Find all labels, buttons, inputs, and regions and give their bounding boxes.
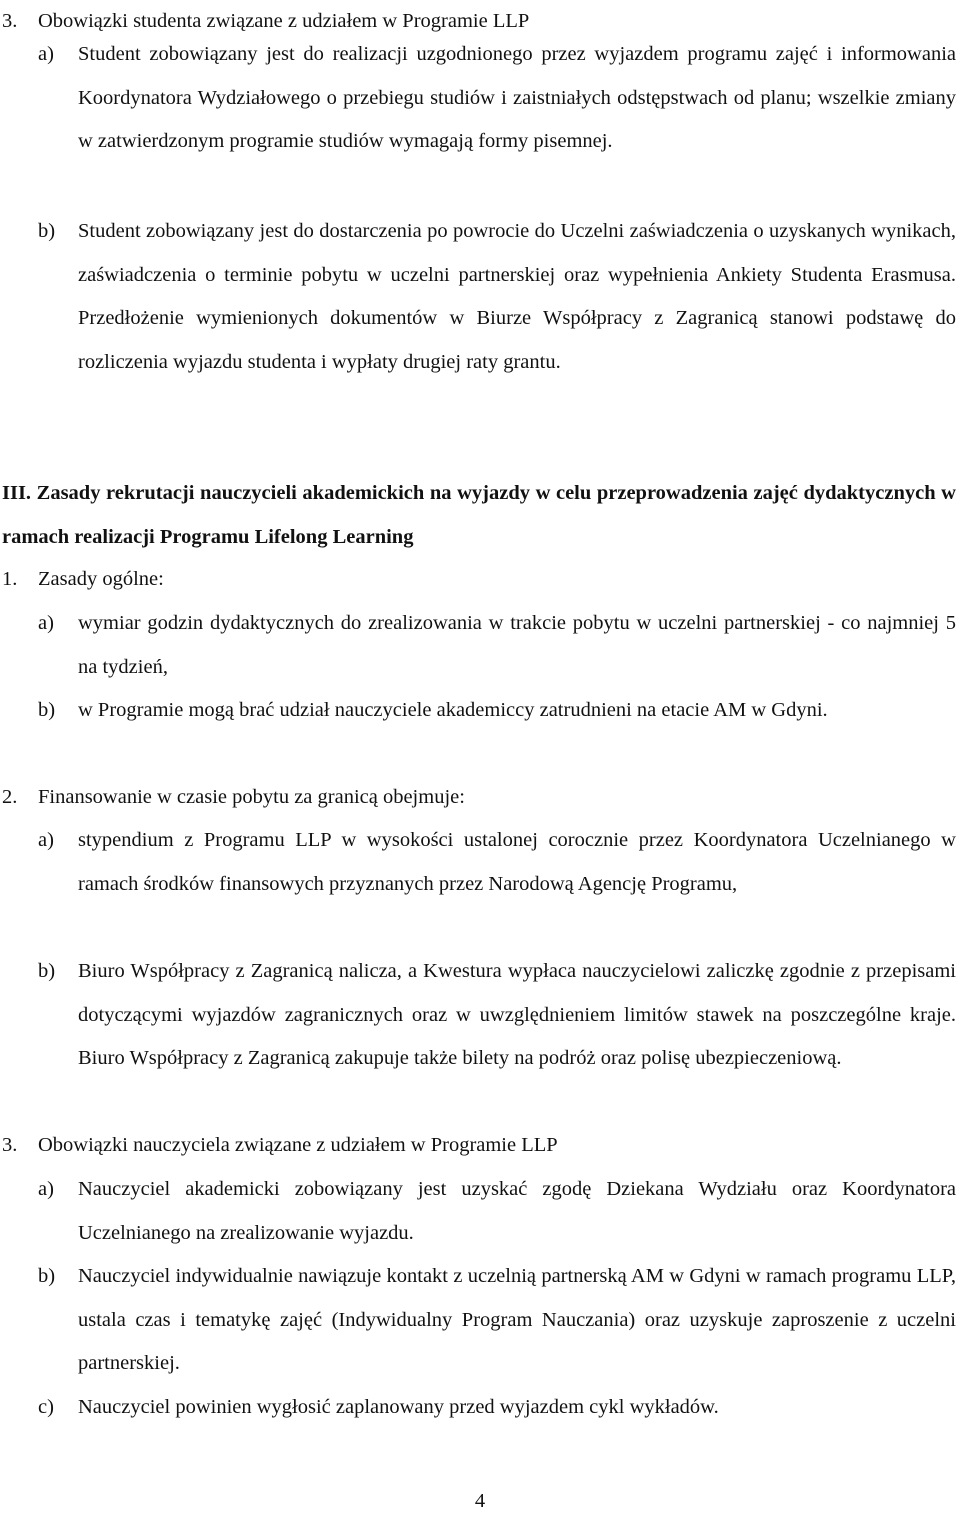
item-text: wymiar godzin dydaktycznych do zrealizowania w trakcie pobytu w uczelni partnerskiej - co najmniej 5 na tydzień, — [78, 612, 956, 678]
item-text: Nauczyciel akademicki zobowiązany jest uzyskać zgodę Dziekana Wydziału oraz Koordynatora Uczelnianego na zrealizowanie wyjazdu. — [78, 1178, 956, 1244]
point-title: Finansowanie w czasie pobytu za granicą obejmuje: — [38, 786, 465, 808]
chapter-title: III. Zasady rekrutacji nauczycieli akademickich na wyjazdy w celu przeprowadzenia zajęć dydaktycznych w ramach realizacji Programu Lifelong Learning — [2, 482, 956, 548]
point-title: Zasady ogólne: — [38, 568, 164, 590]
item-marker: a) — [38, 1178, 54, 1200]
item-text: Nauczyciel indywidualnie nawiązuje kontakt z uczelnią partnerską AM w Gdyni w ramach programu LLP, ustala czas i tematykę zajęć (Indywidualny Program Nauczania) oraz uzyskuje zaproszenie z uczelni partnerskiej. — [78, 1265, 956, 1374]
item-text: Student zobowiązany jest do dostarczenia po powrocie do Uczelni zaświadczenia o uzyskanych wynikach, zaświadczenia o terminie pobytu w uczelni partnerskiej oraz wypełnienia Ankiety Studenta Erasmusa. Przedłożenie wymienionych dokumentów w Biurze Współpracy z Zagranicą stanowi podstawę do rozliczenia wyjazdu studenta i wypłaty drugiej raty grantu. — [78, 220, 956, 373]
item-text: Nauczyciel powinien wygłosić zaplanowany przed wyjazdem cykl wykładów. — [78, 1396, 719, 1418]
item-marker: a) — [38, 612, 54, 634]
point-number: 2. — [2, 786, 18, 808]
item-marker: b) — [38, 960, 56, 982]
item-marker: c) — [38, 1396, 54, 1418]
item-text: Biuro Współpracy z Zagranicą nalicza, a Kwestura wypłaca nauczycielowi zaliczkę zgodnie z przepisami dotyczącymi wyjazdów zagranicznych oraz w uwzględnieniem limitów stawek na poszczególne kraje. Biuro Współpracy z Zagranicą zakupuje także bilety na podróż oraz polisę ubezpieczeniową. — [78, 960, 956, 1069]
item-text: Student zobowiązany jest do realizacji uzgodnionego przez wyjazdem programu zajęć i informowania Koordynatora Wydziałowego o przebiegu studiów i zaistniałych odstępstwach od planu; wszelkie zmiany w zatwierdzonym programie studiów wymagają formy pisemnej. — [78, 43, 956, 152]
item-marker: b) — [38, 220, 56, 242]
item-marker: b) — [38, 699, 56, 721]
section-title: Obowiązki studenta związane z udziałem w Programie LLP — [38, 10, 530, 32]
item-text: stypendium z Programu LLP w wysokości ustalonej corocznie przez Koordynatora Uczelnianego w ramach środków finansowych przyznanych przez Narodową Agencję Programu, — [78, 829, 956, 895]
point-number: 3. — [2, 1134, 18, 1156]
item-marker: a) — [38, 43, 54, 65]
section-number: 3. — [2, 10, 18, 32]
item-marker: a) — [38, 829, 54, 851]
point-number: 1. — [2, 568, 18, 590]
item-text: w Programie mogą brać udział nauczyciele akademiccy zatrudnieni na etacie AM w Gdyni. — [78, 699, 828, 721]
point-title: Obowiązki nauczyciela związane z udziałem w Programie LLP — [38, 1134, 558, 1156]
item-marker: b) — [38, 1265, 56, 1287]
page-number: 4 — [474, 1490, 486, 1512]
